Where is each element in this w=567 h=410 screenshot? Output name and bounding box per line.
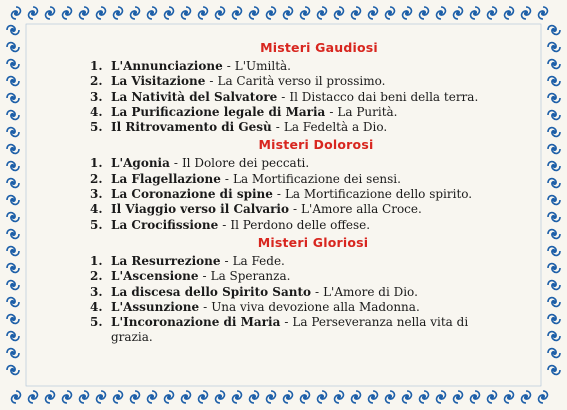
- border-ornament: [548, 60, 560, 69]
- item-number: 1.: [90, 59, 103, 73]
- separator: -: [224, 171, 229, 186]
- border-ornament: [7, 145, 19, 154]
- mystery-item: [90, 90, 510, 105]
- item-number: 5.: [90, 315, 103, 330]
- border-ornament: [267, 7, 276, 19]
- border-ornament: [7, 298, 19, 307]
- border-ornament: [182, 391, 191, 403]
- item-number: 3.: [90, 89, 103, 104]
- border-ornament: [522, 391, 531, 403]
- border-ornament: [97, 391, 106, 403]
- separator: -: [202, 269, 207, 284]
- border-ornament: [386, 7, 395, 19]
- item-number: 4.: [90, 299, 103, 314]
- mysteries-list: [90, 156, 510, 232]
- border-ornament: [97, 7, 106, 19]
- border-ornament: [548, 315, 560, 324]
- border-ornament: [131, 7, 140, 19]
- mysteries-list: [90, 254, 510, 346]
- border-ornament: [7, 162, 19, 171]
- border-ornament: [7, 43, 19, 52]
- border-ornament: [548, 43, 560, 52]
- mystery-virtue: Il Distacco dai beni della terra.: [289, 89, 479, 104]
- item-number: 3.: [90, 284, 103, 299]
- border-ornament: [12, 7, 21, 19]
- border-ornament: [46, 7, 55, 19]
- border-ornament: [539, 7, 548, 19]
- border-ornament: [403, 7, 412, 19]
- mystery-title: L'Ascensione: [111, 269, 199, 284]
- section-heading: Misteri Dolorosi: [258, 137, 374, 153]
- border-ornament: [131, 391, 140, 403]
- border-ornament: [7, 366, 19, 375]
- mystery-item: [90, 156, 510, 171]
- mystery-virtue: La Perseveranza nella vita di grazia.: [111, 315, 469, 345]
- mystery-title: Il Ritrovamento di Gesù: [111, 120, 272, 135]
- separator: -: [275, 120, 280, 135]
- border-ornament: [250, 391, 259, 403]
- border-ornament: [471, 391, 480, 403]
- mystery-virtue: La Fede.: [232, 253, 285, 268]
- section-gaudiosi: [90, 40, 510, 135]
- border-ornament: [301, 391, 310, 403]
- border-ornament: [403, 391, 412, 403]
- border-ornament: [548, 179, 560, 188]
- mystery-item: [90, 120, 510, 135]
- border-ornament: [539, 391, 548, 403]
- mystery-virtue: La Speranza.: [210, 269, 291, 284]
- mystery-virtue: La Purità.: [337, 104, 398, 119]
- border-ornament: [7, 128, 19, 137]
- separator: -: [276, 187, 281, 202]
- mystery-item: [90, 172, 510, 187]
- border-ornament: [199, 7, 208, 19]
- border-ornament: [148, 7, 157, 19]
- border-ornament: [352, 7, 361, 19]
- border-ornament: [488, 391, 497, 403]
- mystery-item: [90, 202, 510, 217]
- mystery-title: Il Viaggio verso il Calvario: [111, 202, 289, 217]
- mystery-virtue: La Mortificazione dello spirito.: [284, 187, 473, 202]
- border-ornament: [114, 391, 123, 403]
- border-ornament: [548, 264, 560, 273]
- border-ornament: [548, 366, 560, 375]
- border-ornament: [505, 391, 514, 403]
- mystery-virtue: Il Dolore dei peccati.: [181, 156, 310, 171]
- separator: -: [226, 59, 231, 73]
- border-ornament: [369, 391, 378, 403]
- border-ornament: [7, 179, 19, 188]
- mystery-title: La discesa dello Spirito Santo: [111, 284, 312, 299]
- border-ornament: [29, 391, 38, 403]
- border-ornament: [548, 196, 560, 205]
- border-ornament: [216, 391, 225, 403]
- item-number: 4.: [90, 104, 103, 119]
- mystery-virtue: La Carità verso il prossimo.: [217, 74, 386, 89]
- border-ornament: [335, 391, 344, 403]
- mystery-virtue: La Fedeltà a Dio.: [283, 120, 388, 135]
- border-ornament: [267, 391, 276, 403]
- item-number: 5.: [90, 217, 103, 232]
- border-ornament: [420, 7, 429, 19]
- separator: -: [284, 315, 289, 330]
- border-ornament: [548, 145, 560, 154]
- border-ornament: [488, 7, 497, 19]
- mystery-item: [90, 218, 510, 233]
- mystery-item: [90, 285, 510, 300]
- separator: -: [222, 217, 227, 232]
- border-ornament: [46, 391, 55, 403]
- border-ornament: [471, 7, 480, 19]
- border-ornament: [7, 315, 19, 324]
- mystery-title: La Purificazione legale di Maria: [111, 104, 326, 119]
- mystery-item: [90, 59, 510, 74]
- border-ornament: [199, 391, 208, 403]
- mysteries-content: [90, 40, 510, 348]
- border-ornament: [7, 77, 19, 86]
- border-ornament: [182, 7, 191, 19]
- separator: -: [173, 156, 178, 171]
- mystery-title: La Crocifissione: [111, 217, 219, 232]
- border-ornament: [548, 281, 560, 290]
- border-ornament: [7, 111, 19, 120]
- item-number: 1.: [90, 156, 103, 171]
- border-ornament: [80, 391, 89, 403]
- border-ornament: [284, 391, 293, 403]
- border-ornament: [114, 7, 123, 19]
- border-ornament: [318, 391, 327, 403]
- border-ornament: [165, 391, 174, 403]
- border-ornament: [437, 7, 446, 19]
- border-ornament: [63, 391, 72, 403]
- border-ornament: [7, 230, 19, 239]
- mysteries-list: [90, 59, 510, 135]
- mystery-item: [90, 105, 510, 120]
- border-ornament: [352, 391, 361, 403]
- border-ornament: [548, 230, 560, 239]
- border-ornament: [548, 298, 560, 307]
- item-number: 1.: [90, 253, 103, 268]
- border-ornament: [335, 7, 344, 19]
- border-ornament: [63, 7, 72, 19]
- mystery-item: [90, 254, 510, 269]
- border-ornament: [505, 7, 514, 19]
- border-ornament: [233, 7, 242, 19]
- border-ornament: [148, 391, 157, 403]
- mystery-virtue: Il Perdono delle offese.: [230, 217, 371, 232]
- border-ornament: [318, 7, 327, 19]
- mystery-item: [90, 269, 510, 284]
- border-ornament: [548, 247, 560, 256]
- mystery-title: L'Incoronazione di Maria: [111, 315, 281, 330]
- border-ornament: [7, 349, 19, 358]
- border-ornament: [548, 332, 560, 341]
- border-ornament: [548, 94, 560, 103]
- border-ornament: [80, 7, 89, 19]
- border-ornament: [284, 7, 293, 19]
- section-heading: Misteri Gaudiosi: [260, 40, 378, 55]
- border-ornament: [7, 60, 19, 69]
- border-ornament: [548, 349, 560, 358]
- mystery-title: L'Agonia: [111, 156, 170, 171]
- border-ornament: [7, 281, 19, 290]
- border-ornament: [165, 7, 174, 19]
- mystery-virtue: L'Amore alla Croce.: [301, 202, 422, 217]
- separator: -: [203, 299, 208, 314]
- border-ornament: [216, 7, 225, 19]
- border-ornament: [454, 7, 463, 19]
- border-ornament: [548, 213, 560, 222]
- border-ornament: [29, 7, 38, 19]
- mystery-title: L'Assunzione: [111, 299, 200, 314]
- border-ornament: [437, 391, 446, 403]
- border-ornament: [7, 264, 19, 273]
- separator: -: [292, 202, 298, 217]
- separator: -: [329, 104, 334, 119]
- border-ornament: [548, 128, 560, 137]
- border-ornament: [7, 94, 19, 103]
- mystery-virtue: Una viva devozione alla Madonna.: [211, 299, 420, 314]
- item-number: 4.: [90, 202, 103, 217]
- mystery-title: La Natività del Salvatore: [111, 89, 278, 104]
- border-ornament: [7, 26, 19, 35]
- mystery-virtue: L'Umiltà.: [234, 59, 291, 73]
- mystery-title: La Resurrezione: [111, 253, 221, 268]
- item-number: 2.: [90, 74, 103, 89]
- border-ornament: [522, 7, 531, 19]
- separator: -: [281, 89, 286, 104]
- border-ornament: [420, 391, 429, 403]
- section-heading: Misteri Gloriosi: [257, 234, 369, 250]
- border-ornament: [386, 391, 395, 403]
- border-ornament: [548, 77, 560, 86]
- border-ornament: [454, 391, 463, 403]
- mystery-item: [90, 315, 480, 346]
- mystery-title: La Flagellazione: [111, 171, 221, 186]
- item-number: 5.: [90, 120, 103, 135]
- border-ornament: [369, 7, 378, 19]
- mystery-item: [90, 187, 510, 202]
- section-dolorosi: [90, 137, 510, 232]
- border-ornament: [548, 162, 560, 171]
- border-ornament: [233, 391, 242, 403]
- mystery-title: La Coronazione di spine: [111, 187, 273, 202]
- item-number: 2.: [90, 171, 103, 186]
- mystery-virtue: L'Amore di Dio.: [323, 284, 418, 299]
- mystery-title: La Visitazione: [111, 74, 206, 89]
- item-number: 3.: [90, 187, 103, 202]
- section-gloriosi: [90, 235, 510, 346]
- border-ornament: [12, 391, 21, 403]
- border-ornament: [7, 196, 19, 205]
- mystery-virtue: La Mortificazione dei sensi.: [232, 171, 401, 186]
- item-number: 2.: [90, 269, 103, 284]
- border-ornament: [7, 332, 19, 341]
- border-ornament: [301, 7, 310, 19]
- separator: -: [315, 284, 320, 299]
- mystery-item: [90, 74, 510, 89]
- mystery-title: L'Annunciazione: [111, 59, 223, 73]
- separator: -: [209, 74, 214, 89]
- separator: -: [224, 253, 229, 268]
- border-ornament: [7, 247, 19, 256]
- border-ornament: [7, 213, 19, 222]
- mystery-item: [90, 300, 510, 315]
- border-ornament: [548, 111, 560, 120]
- border-ornament: [548, 26, 560, 35]
- border-ornament: [250, 7, 259, 19]
